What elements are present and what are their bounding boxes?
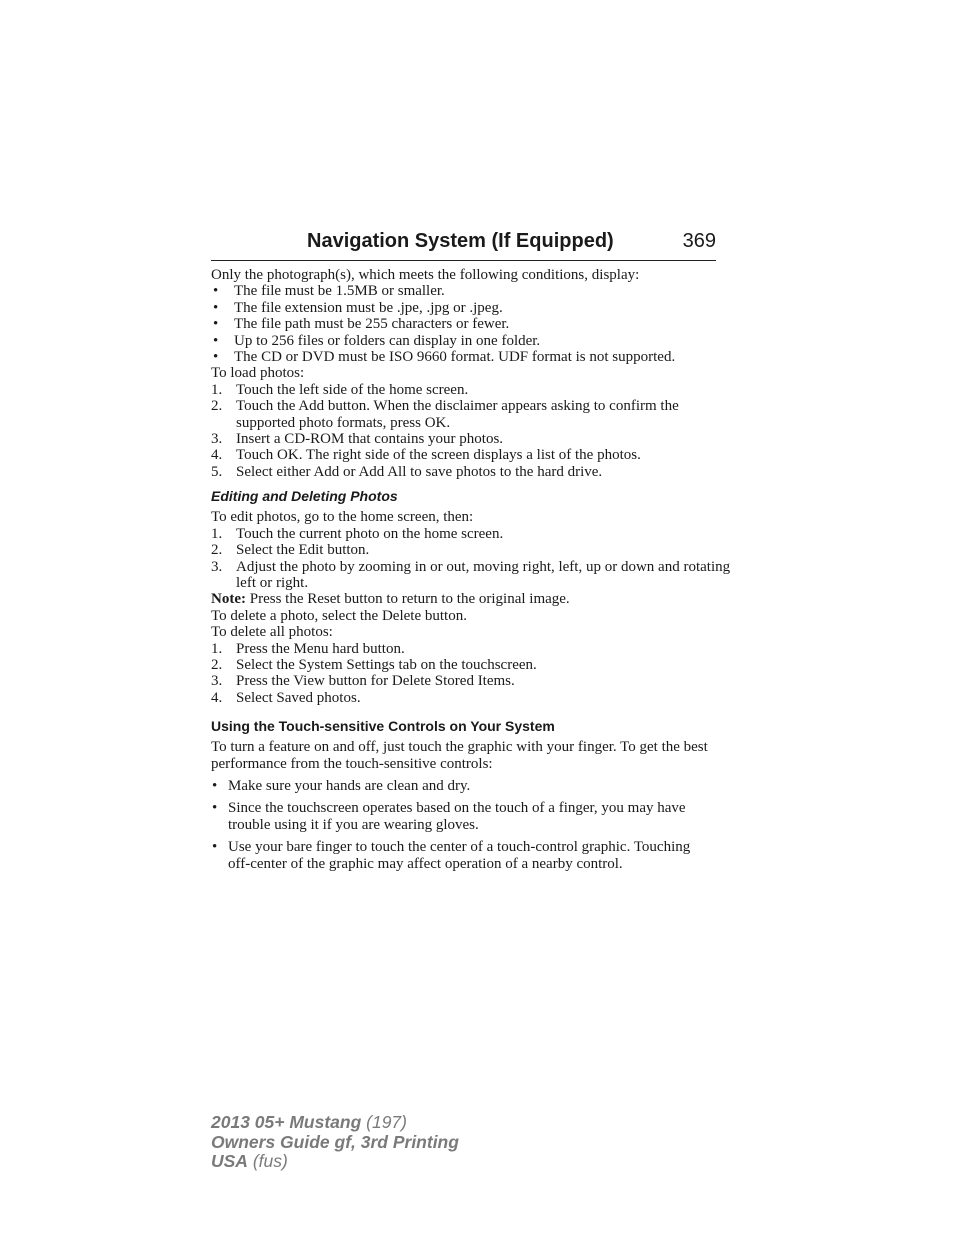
page-footer	[211, 1113, 459, 1172]
section-title: Navigation System (If Equipped)	[307, 230, 614, 252]
step-number: 1.	[211, 525, 223, 542]
bullet-mark: •	[212, 839, 218, 856]
editing-steps	[211, 525, 731, 592]
bullet-mark: •	[212, 777, 218, 794]
step-number: 4.	[211, 447, 223, 464]
footer-model: 2013 05+ Mustang	[211, 1112, 362, 1132]
list-item-text: Touch the current photo on the home screen.	[236, 525, 504, 542]
list-item	[211, 657, 716, 673]
list-item-text: Up to 256 files or folders can display in one folder.	[234, 332, 541, 349]
list-item-text: Adjust the photo by zooming in or out, moving right, left, up or down and rotating left or right.	[236, 558, 731, 591]
bullet-mark: •	[213, 299, 219, 316]
bullet-mark: •	[213, 332, 219, 349]
footer-market-code: (fus)	[247, 1151, 288, 1171]
list-item	[211, 464, 716, 480]
list-item	[211, 283, 716, 299]
list-item-text: Press the View button for Delete Stored Items.	[236, 673, 515, 690]
list-item-text: Make sure your hands are clean and dry.	[228, 777, 471, 794]
load-photos-intro: To load photos:	[211, 365, 305, 382]
bullet-mark: •	[213, 316, 219, 333]
delete-all-intro: To delete all photos:	[211, 624, 333, 641]
bullet-mark: •	[213, 349, 219, 366]
touch-intro: To turn a feature on and off, just touch the graphic with your finger. To get the best performance from the touch-sensitive controls:	[211, 739, 708, 772]
list-item	[211, 398, 688, 431]
list-item	[211, 542, 716, 558]
note-paragraph	[211, 591, 716, 607]
list-item-text: The file must be 1.5MB or smaller.	[234, 283, 445, 300]
bullet-mark: •	[212, 800, 218, 817]
step-number: 3.	[211, 558, 223, 575]
list-item	[211, 673, 716, 689]
footer-model-code: (197)	[361, 1112, 407, 1132]
list-item	[211, 839, 703, 872]
editing-intro: To edit photos, go to the home screen, then:	[211, 509, 474, 526]
footer-line-3	[211, 1152, 459, 1172]
footer-line-1	[211, 1113, 459, 1133]
list-item-text: Press the Menu hard button.	[236, 640, 405, 657]
step-number: 4.	[211, 689, 223, 706]
step-number: 1.	[211, 381, 223, 398]
step-number: 5.	[211, 463, 223, 480]
editing-heading: Editing and Deleting Photos	[211, 488, 398, 505]
delete-all-steps	[211, 641, 716, 707]
list-item	[211, 382, 716, 398]
list-item-text: Touch OK. The right side of the screen displays a list of the photos.	[236, 447, 641, 464]
step-number: 1.	[211, 640, 223, 657]
list-item	[211, 333, 716, 349]
list-item	[211, 778, 716, 794]
list-item-text: Select Saved photos.	[236, 689, 361, 706]
step-number: 2.	[211, 656, 223, 673]
list-item-text: Select the System Settings tab on the touchscreen.	[236, 656, 537, 673]
list-item-text: Touch the Add button. When the disclaimer appears asking to confirm the supported photo formats, press OK.	[236, 398, 679, 431]
list-item-text: Select either Add or Add All to save photos to the hard drive.	[236, 463, 603, 480]
list-item	[211, 559, 746, 592]
list-item	[211, 641, 716, 657]
load-photos-steps	[211, 382, 716, 480]
page-number: 369	[682, 230, 716, 252]
list-item-text: Since the touchscreen operates based on the touch of a finger, you may have trouble using it if you are wearing gloves.	[228, 800, 686, 833]
list-item-text: Touch the left side of the home screen.	[236, 381, 469, 398]
footer-market: USA	[211, 1151, 248, 1171]
list-item	[211, 316, 716, 332]
touch-heading: Using the Touch-sensitive Controls on Your System	[211, 718, 555, 735]
note-text: Press the Reset button to return to the original image.	[245, 591, 570, 608]
list-item-text: Select the Edit button.	[236, 542, 370, 559]
list-item	[211, 349, 676, 365]
list-item-text: The CD or DVD must be ISO 9660 format. UDF format is not supported.	[234, 349, 676, 366]
conditions-list	[211, 283, 716, 365]
step-number: 2.	[211, 542, 223, 559]
list-item	[211, 690, 716, 706]
footer-line-2: Owners Guide gf, 3rd Printing	[211, 1131, 459, 1152]
list-item	[211, 526, 716, 542]
note-label: Note:	[211, 591, 246, 608]
list-item-text: The file extension must be .jpe, .jpg or .jpeg.	[234, 299, 503, 316]
page-body	[211, 267, 731, 872]
list-item-text: The file path must be 255 characters or fewer.	[234, 316, 510, 333]
list-item	[211, 300, 716, 316]
list-item-text: Insert a CD-ROM that contains your photos.	[236, 431, 504, 448]
list-item	[211, 431, 716, 447]
delete-one-text: To delete a photo, select the Delete button.	[211, 607, 467, 624]
conditions-intro: Only the photograph(s), which meets the following conditions, display:	[211, 267, 640, 283]
list-item	[211, 800, 698, 833]
touch-tips-list	[211, 778, 716, 872]
step-number: 3.	[211, 673, 223, 690]
step-number: 3.	[211, 431, 223, 448]
step-number: 2.	[211, 398, 223, 415]
list-item	[211, 447, 716, 463]
bullet-mark: •	[213, 283, 219, 300]
page-header	[211, 228, 716, 261]
list-item-text: Use your bare finger to touch the center of a touch-control graphic. Touching off-center of the graphic may affect operation of a nearby control.	[228, 839, 691, 872]
